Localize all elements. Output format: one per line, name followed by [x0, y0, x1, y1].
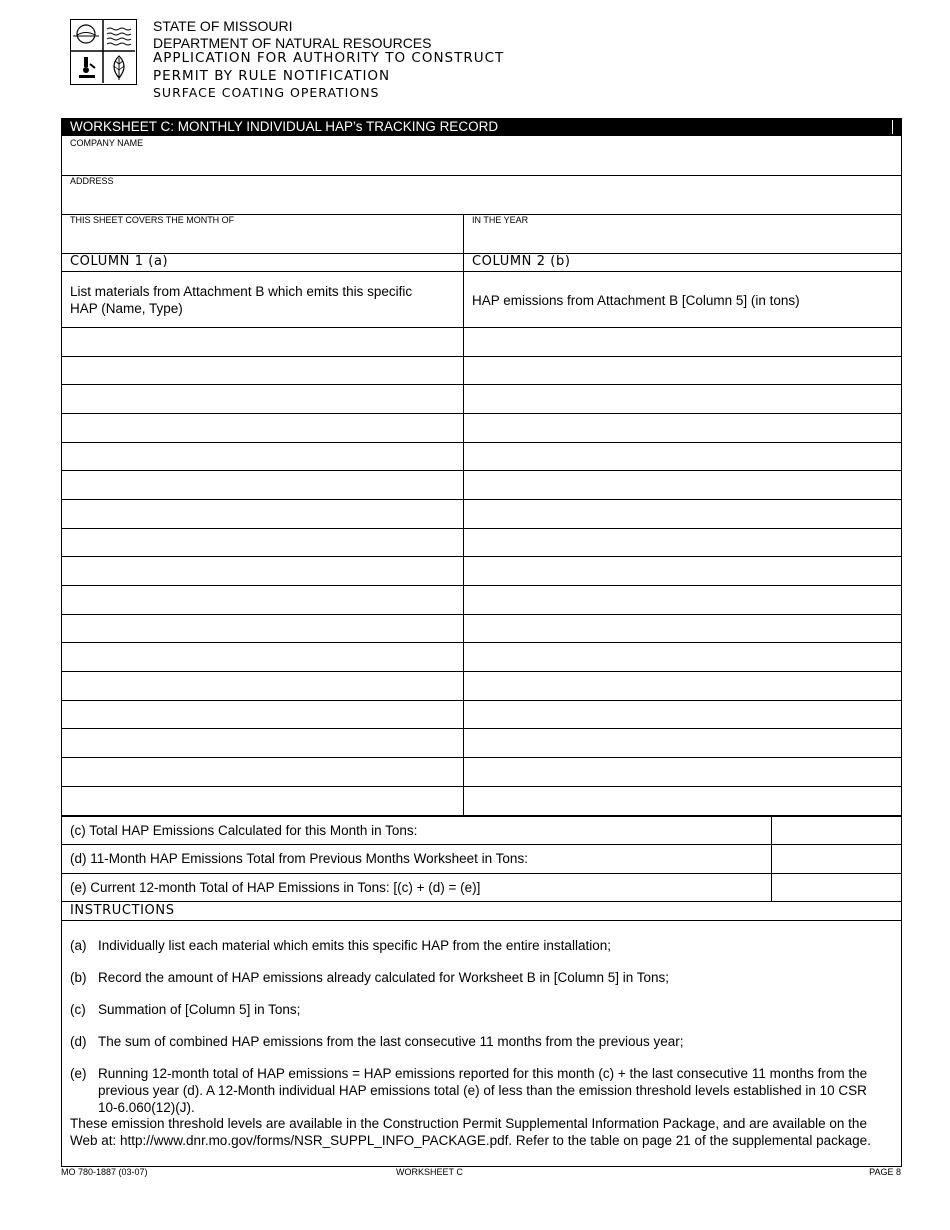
emissions-cell[interactable]: [468, 534, 896, 552]
material-cell[interactable]: [66, 706, 458, 724]
address-field[interactable]: [70, 190, 890, 210]
row-divider: [61, 528, 902, 529]
column-2-description: HAP emissions from Attachment B [Column 5] (in tons): [472, 293, 800, 308]
instruction-d-marker: (d): [70, 1034, 87, 1049]
divider: [61, 271, 902, 272]
row-divider: [61, 413, 902, 414]
emissions-cell[interactable]: [468, 562, 896, 580]
header-permit-title: PERMIT BY RULE NOTIFICATION: [153, 68, 391, 84]
company-name-label: COMPANY NAME: [70, 138, 144, 148]
company-name-field[interactable]: [70, 152, 890, 172]
total-c-label: (c) Total HAP Emissions Calculated for this Month in Tons:: [70, 823, 418, 838]
row-divider: [61, 728, 902, 729]
instruction-b-marker: (b): [70, 970, 87, 985]
row-divider: [61, 642, 902, 643]
address-label: ADDRESS: [70, 176, 114, 186]
emissions-cell[interactable]: [468, 677, 896, 695]
worksheet-title: WORKSHEET C: MONTHLY INDIVIDUAL HAP’s TRACKING RECORD: [70, 119, 499, 134]
instruction-c-marker: (c): [70, 1002, 86, 1017]
divider: [61, 873, 902, 874]
material-cell[interactable]: [66, 419, 458, 437]
row-divider: [61, 585, 902, 586]
row-divider: [61, 442, 902, 443]
emissions-cell[interactable]: [468, 648, 896, 666]
instruction-e-marker: (e): [70, 1066, 87, 1081]
column-1-header: COLUMN 1 (a): [70, 254, 169, 269]
table-bottom-rule: [61, 815, 902, 817]
emissions-cell[interactable]: [468, 505, 896, 523]
material-cell[interactable]: [66, 677, 458, 695]
material-cell[interactable]: [66, 648, 458, 666]
divider: [61, 327, 902, 328]
row-divider: [61, 671, 902, 672]
column-divider: [463, 214, 464, 815]
title-bar-divider: [892, 120, 893, 134]
row-divider: [61, 614, 902, 615]
material-cell[interactable]: [66, 792, 458, 810]
material-cell[interactable]: [66, 620, 458, 638]
material-cell[interactable]: [66, 591, 458, 609]
row-divider: [61, 499, 902, 500]
total-c-field[interactable]: [776, 823, 896, 843]
instruction-e: [70, 1065, 880, 1116]
material-cell[interactable]: [66, 476, 458, 494]
row-divider: [61, 356, 902, 357]
totals-divider: [771, 815, 772, 902]
total-e-field[interactable]: [776, 880, 896, 900]
header-operations-title: SURFACE COATING OPERATIONS: [153, 85, 380, 100]
header-application-title: APPLICATION FOR AUTHORITY TO CONSTRUCT: [153, 50, 505, 66]
month-field[interactable]: [70, 229, 455, 249]
instruction-d: [70, 1033, 880, 1050]
total-d-field[interactable]: [776, 851, 896, 871]
month-label: THIS SHEET COVERS THE MONTH OF: [70, 215, 235, 225]
emissions-cell[interactable]: [468, 448, 896, 466]
material-cell[interactable]: [66, 390, 458, 408]
department-logo: [70, 19, 137, 85]
row-divider: [61, 786, 902, 787]
emissions-cell[interactable]: [468, 419, 896, 437]
instruction-a-text: Individually list each material which emits this specific HAP from the entire installation;: [98, 938, 611, 953]
instruction-e-text: Running 12-month total of HAP emissions = HAP emissions reported for this month (c) + the last consecutive 11 months from the previous year (d). A 12-Month individual HAP emissions total (e) of less than the emission threshold levels established in 10 CSR 10-6.060(12)(J).: [98, 1066, 868, 1115]
dnr-seal-icon: [71, 20, 135, 83]
emissions-cell[interactable]: [468, 476, 896, 494]
column-1-description-line1: List materials from Attachment B which emits this specific: [70, 284, 413, 299]
column-2-header: COLUMN 2 (b): [472, 254, 571, 269]
header-state: STATE OF MISSOURI: [153, 18, 293, 34]
emissions-cell[interactable]: [468, 333, 896, 351]
divider: [61, 175, 902, 176]
material-cell[interactable]: [66, 333, 458, 351]
instruction-c-text: Summation of [Column 5] in Tons;: [98, 1002, 301, 1017]
divider: [61, 901, 902, 902]
material-cell[interactable]: [66, 534, 458, 552]
material-cell[interactable]: [66, 362, 458, 380]
total-d-label: (d) 11-Month HAP Emissions Total from Previous Months Worksheet in Tons:: [70, 851, 528, 866]
instruction-note: These emission threshold levels are available in the Construction Permit Supplemental Information Package, and are available on the Web at: http://www.dnr.mo.gov/forms/NSR_SUPPL_INFO_PACKAGE.pdf. Refer to the table on page 21 of the supplemental package.: [70, 1116, 871, 1148]
page-number: PAGE 8: [869, 1167, 901, 1177]
instructions-heading: INSTRUCTIONS: [70, 903, 175, 918]
worksheet-title-bar: [61, 118, 902, 136]
footer-worksheet-label: WORKSHEET C: [396, 1167, 463, 1177]
total-e-label: (e) Current 12-month Total of HAP Emissions in Tons: [(c) + (d) = (e)]: [70, 880, 481, 895]
material-cell[interactable]: [66, 505, 458, 523]
instruction-a: [70, 937, 880, 954]
form-number: MO 780-1887 (03-07): [61, 1167, 148, 1177]
row-divider: [61, 470, 902, 471]
row-divider: [61, 757, 902, 758]
emissions-cell[interactable]: [468, 362, 896, 380]
instruction-b: [70, 969, 880, 986]
emissions-cell[interactable]: [468, 390, 896, 408]
material-cell[interactable]: [66, 562, 458, 580]
instruction-b-text: Record the amount of HAP emissions already calculated for Worksheet B in [Column 5] in Tons;: [98, 970, 670, 985]
divider: [61, 844, 902, 845]
material-cell[interactable]: [66, 763, 458, 781]
instruction-d-text: The sum of combined HAP emissions from the last consecutive 11 months from the previous year;: [98, 1034, 684, 1049]
row-divider: [61, 384, 902, 385]
header-department: DEPARTMENT OF NATURAL RESOURCES: [153, 35, 432, 51]
emissions-cell[interactable]: [468, 763, 896, 781]
material-cell[interactable]: [66, 734, 458, 752]
emissions-cell[interactable]: [468, 620, 896, 638]
row-divider: [61, 556, 902, 557]
instruction-c: [70, 1001, 880, 1018]
year-field[interactable]: [472, 229, 892, 249]
row-divider: [61, 700, 902, 701]
emissions-cell[interactable]: [468, 792, 896, 810]
emissions-cell[interactable]: [468, 591, 896, 609]
instruction-a-marker: (a): [70, 938, 87, 953]
material-cell[interactable]: [66, 448, 458, 466]
column-1-description-line2: HAP (Name, Type): [70, 301, 183, 316]
emissions-cell[interactable]: [468, 706, 896, 724]
year-label: IN THE YEAR: [472, 215, 529, 225]
emissions-cell[interactable]: [468, 734, 896, 752]
divider: [61, 920, 902, 921]
